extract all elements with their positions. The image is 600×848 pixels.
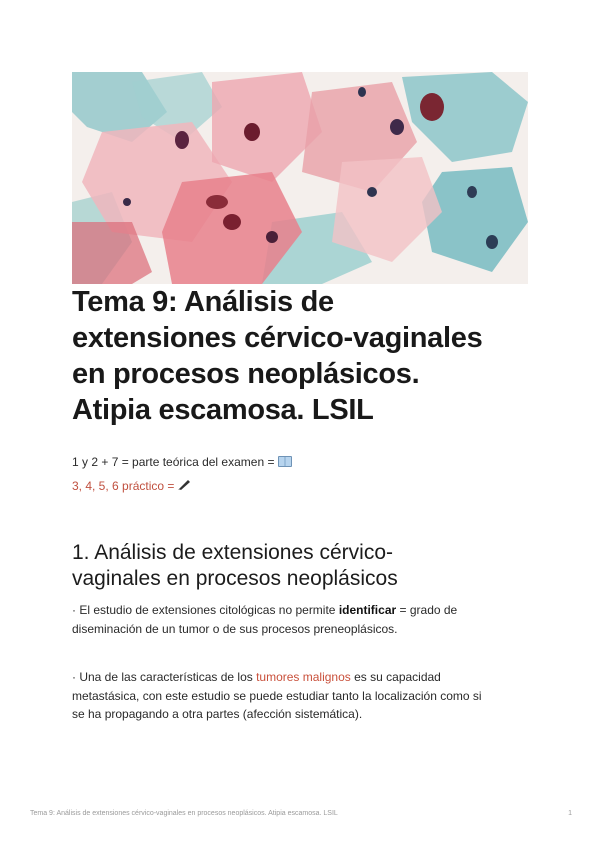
paragraph-line bbox=[72, 601, 532, 620]
title-line: en procesos neoplásicos. bbox=[72, 358, 420, 390]
page-footer bbox=[30, 810, 572, 817]
paragraph-2 bbox=[72, 668, 532, 724]
page-title bbox=[72, 284, 542, 428]
text: · El estudio de extensiones citológicas no permite bbox=[72, 603, 339, 617]
paragraph-line: metastásica, con este estudio se puede estudiar tanto la localización como si bbox=[72, 688, 482, 703]
paragraph-1 bbox=[72, 601, 532, 638]
pen-icon bbox=[177, 478, 191, 494]
section-heading-line: vaginales en procesos neoplásicos bbox=[72, 567, 398, 590]
title-line: Atipia escamosa. LSIL bbox=[72, 394, 374, 426]
theory-note-text: 1 y 2 + 7 = parte teórica del examen = bbox=[72, 455, 275, 469]
title-line: Tema 9: Análisis de bbox=[72, 286, 334, 318]
theory-note bbox=[72, 454, 292, 470]
highlight-term: tumores malignos bbox=[256, 670, 351, 684]
bold-term: identificar bbox=[338, 603, 397, 617]
paragraph-line: diseminación de un tumor o de sus procesos preneoplásicos. bbox=[72, 621, 398, 636]
paragraph-line bbox=[72, 668, 532, 687]
practice-note bbox=[72, 478, 191, 494]
section-heading-line: 1. Análisis de extensiones cérvico- bbox=[72, 541, 393, 564]
page-number: 1 bbox=[568, 810, 572, 817]
section-heading bbox=[72, 540, 532, 592]
title-line: extensiones cérvico-vaginales bbox=[72, 322, 483, 354]
cover-image bbox=[72, 72, 528, 284]
text: = grado de bbox=[396, 603, 458, 617]
open-book-icon bbox=[278, 456, 292, 467]
paragraph-line: se ha propagando a otra partes (afección sistemática). bbox=[72, 707, 363, 721]
practice-note-text: 3, 4, 5, 6 práctico = bbox=[72, 479, 175, 493]
text: es su capacidad bbox=[350, 670, 441, 684]
cytology-micrograph bbox=[72, 72, 528, 284]
footer-text: Tema 9: Análisis de extensiones cérvico-vaginales en procesos neoplásicos. Atipia escamosa. LSIL bbox=[30, 810, 338, 817]
text: · Una de las características de los bbox=[72, 670, 257, 684]
